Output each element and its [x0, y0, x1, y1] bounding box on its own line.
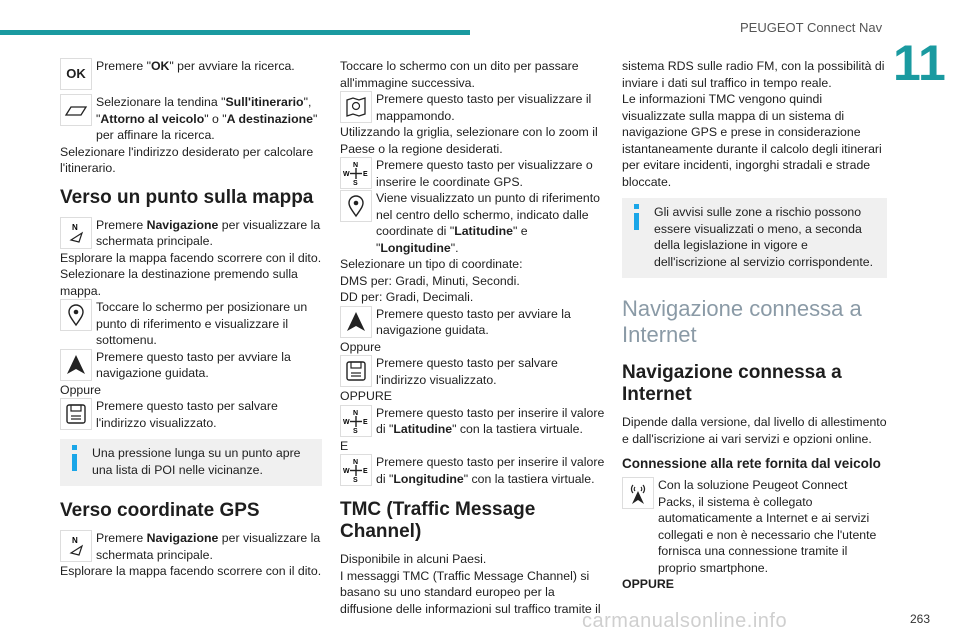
gps-compass-icon	[340, 157, 372, 189]
pin-icon	[340, 190, 372, 222]
paragraph: Esplorare la mappa facendo scorrere con il dito.	[60, 250, 322, 265]
gps-instruction: N S W E Premere questo tasto per visualizzare o inserire le coordinate GPS.	[340, 157, 605, 190]
svg-text:S: S	[353, 180, 358, 186]
svg-text:N: N	[353, 162, 359, 169]
section-heading: Verso un punto sulla mappa	[60, 186, 314, 208]
section-heading: Verso coordinate GPS	[60, 500, 260, 521]
paragraph: Selezionare la destinazione premendo sulla mappa.	[60, 267, 298, 298]
paragraph: Utilizzando la griglia, selezionare con lo zoom il Paese o la regione desiderati.	[340, 125, 598, 156]
header-accent-bar	[0, 30, 470, 35]
ok-instruction: OK Premere "OK" per avviare la ricerca.	[60, 58, 322, 90]
paragraph: Le informazioni TMC vengono quindi visualizzate sulla mappa di un sistema di navigazione GPS e prese in considerazione istantaneamente durante il calcolo degli itinerari per evitare incidenti, ingorghi stradali e strade bloccate.	[622, 92, 882, 189]
paragraph: Selezionare un tipo di coordinate:	[340, 257, 523, 271]
latitude-instruction: N S W E Premere questo tasto per inserire il valore di "Latitudine" con la tastiera virtuale.	[340, 405, 605, 438]
svg-text:N: N	[353, 409, 359, 417]
pin-icon	[60, 299, 92, 331]
connect-antenna-icon	[622, 477, 654, 509]
svg-text:N: N	[72, 536, 78, 545]
paragraph: Toccare lo schermo con un dito per passare all'immagine successiva.	[340, 59, 579, 90]
paragraph: Oppure	[340, 339, 382, 354]
touch-instruction: Toccare lo schermo per posizionare un punto di riferimento e visualizzare il sottomenu.	[60, 299, 322, 349]
svg-text:N: N	[72, 222, 78, 232]
svg-text:W: W	[343, 468, 350, 475]
connect-instruction: Con la soluzione Peugeot Connect Packs, il sistema è collegato automaticamente a Internet e ai servizi collegati e non è necessario che l'utente fornisca una connessione tramite il proprio smartphone.	[622, 477, 887, 576]
info-note: Una pressione lunga su un punto apre una lista di POI nelle vicinanze.	[60, 439, 322, 486]
save-icon	[60, 398, 92, 430]
header-title: PEUGEOT Connect Nav	[740, 20, 883, 35]
pin-instruction: Viene visualizzato un punto di riferimento nel centro dello schermo, indicato dalle coordinate di "Latitudine" e "Longitudine".	[340, 190, 605, 256]
paragraph: Esplorare la mappa facendo scorrere con il dito.	[60, 564, 322, 578]
svg-text:S: S	[353, 477, 358, 483]
paragraph: OPPURE	[622, 577, 674, 591]
compass-icon	[60, 530, 92, 562]
svg-text:E: E	[363, 171, 368, 178]
save-icon	[340, 355, 372, 387]
svg-text:S: S	[353, 427, 358, 434]
gps-compass-icon	[340, 454, 372, 486]
navigate-arrow-icon	[60, 349, 92, 381]
paragraph: OPPURE	[340, 389, 392, 403]
info-note: Gli avvisi sulle zone a rischio possono essere visualizzati o meno, a seconda della legislazione in vigore e dell'iscrizione al servizio corrispondente.	[622, 198, 887, 278]
svg-text:E: E	[363, 418, 368, 426]
map-instruction: Premere questo tasto per visualizzare il mappamondo.	[340, 91, 605, 124]
guide-instruction: Premere questo tasto per avviare la navigazione guidata.	[340, 306, 605, 339]
paragraph: DD per: Gradi, Decimali.	[340, 290, 474, 304]
info-icon	[68, 445, 82, 478]
column-2	[340, 58, 605, 617]
paragraph: E	[340, 438, 349, 453]
info-icon	[630, 204, 644, 270]
paragraph: I messaggi TMC (Traffic Message Channel) si basano su uno standard europeo per la diffusione delle informazioni sul traffico tramite il	[340, 568, 601, 616]
guide-instruction: Premere questo tasto per avviare la navigazione guidata.	[60, 349, 322, 382]
chapter-number: 11	[893, 35, 946, 91]
page-number: 263	[910, 612, 931, 626]
paragraph: Selezionare l'indirizzo desiderato per calcolare l'itinerario.	[60, 144, 314, 175]
world-map-icon	[340, 91, 372, 123]
chapter-section-title: Navigazione connessa a Internet	[622, 296, 862, 347]
compass-icon	[60, 217, 92, 249]
svg-text:W: W	[343, 418, 350, 426]
paragraph: Oppure	[60, 382, 102, 397]
navigate-arrow-icon	[340, 306, 372, 338]
subsection-heading: Connessione alla rete fornita dal veicolo	[622, 456, 881, 471]
column-1	[60, 58, 322, 580]
watermark: carmanualsonline.info	[582, 610, 788, 632]
gps-compass-icon	[340, 405, 372, 437]
save-instruction: Premere questo tasto per salvare l'indirizzo visualizzato.	[60, 398, 322, 431]
nav-instruction: N Premere Navigazione per visualizzare la schermata principale.	[60, 530, 322, 563]
section-heading: TMC (Traffic Message Channel)	[340, 499, 536, 542]
paragraph: Disponibile in alcuni Paesi.	[340, 552, 487, 566]
svg-text:E: E	[363, 468, 368, 475]
paragraph: DMS per: Gradi, Minuti, Secondi.	[340, 273, 520, 288]
save-instruction: Premere questo tasto per salvare l'indirizzo visualizzato.	[340, 355, 605, 388]
svg-text:W: W	[343, 171, 350, 178]
column-3	[622, 58, 887, 593]
ok-icon: OK	[60, 58, 92, 90]
section-heading: Navigazione connessa a Internet	[622, 362, 842, 405]
route-tab-instruction: Selezionare la tendina "Sull'itinerario", "Attorno al veicolo" o "A destinazione" per affinare la ricerca.	[60, 94, 322, 144]
route-tab-icon	[60, 94, 92, 126]
paragraph: sistema RDS sulle radio FM, con la possibilità di inviare i dati sul traffico in tempo reale.	[622, 59, 885, 90]
paragraph: Dipende dalla versione, dal livello di allestimento e dall'iscrizione ai vari servizi e opzioni online.	[622, 415, 887, 446]
longitude-instruction: N S W E Premere questo tasto per inserire il valore di "Longitudine" con la tastiera virtuale.	[340, 454, 605, 487]
svg-text:N: N	[353, 459, 359, 466]
nav-instruction: N Premere Navigazione per visualizzare la schermata principale.	[60, 217, 322, 250]
